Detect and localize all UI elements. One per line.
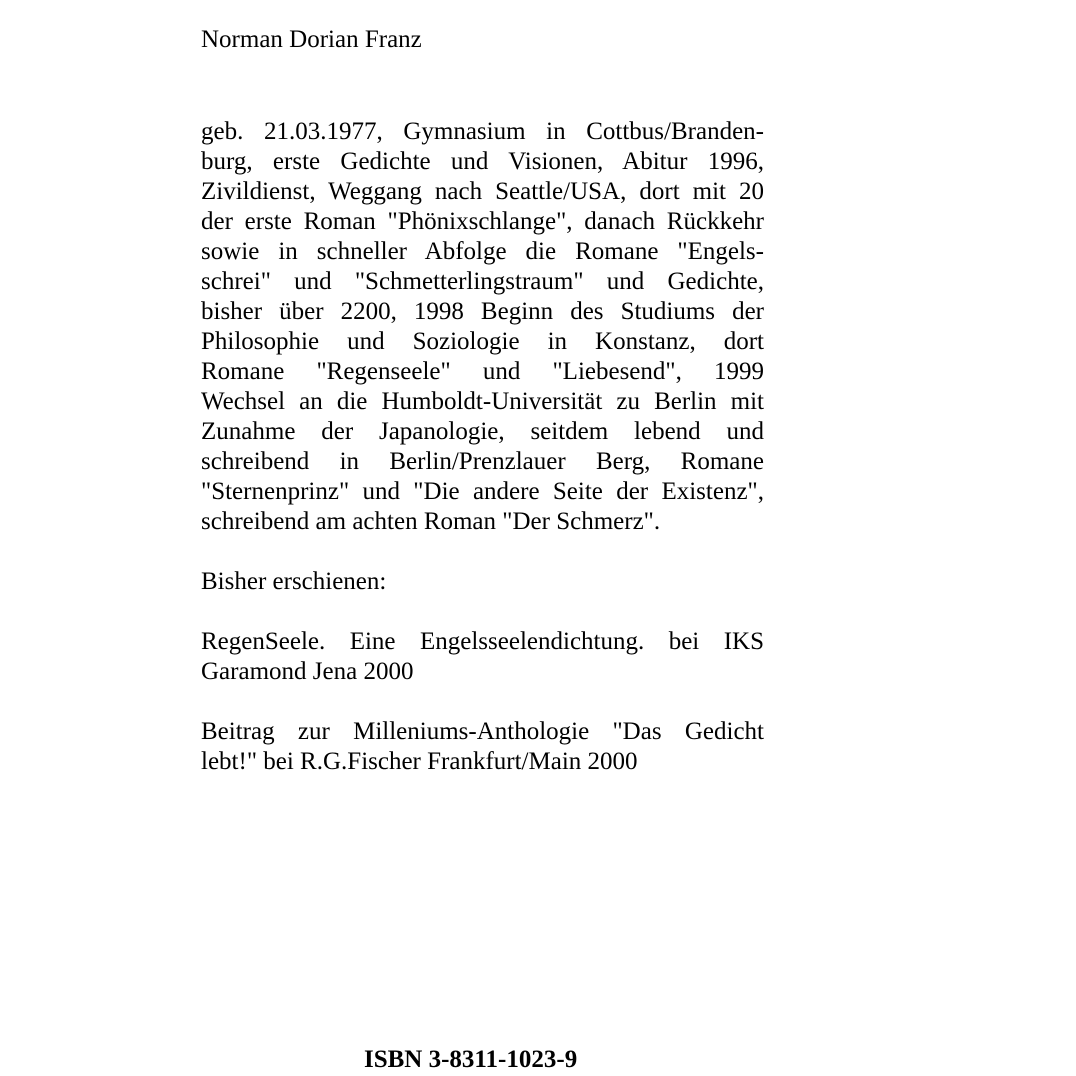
biography-line: sowie in schneller Abfolge die Romane "Engels- [201, 238, 764, 265]
publication-line: RegenSeele. Eine Engelsseelendichtung. bei IKS [201, 628, 764, 655]
biography-line: Zunahme der Japanologie, seitdem lebend und [201, 418, 764, 445]
biography-line: burg, erste Gedichte und Visionen, Abitur 1996, [201, 148, 764, 175]
biography-line: schreibend am achten Roman "Der Schmerz". [201, 508, 661, 535]
biography-line: Romane "Regenseele" und "Liebesend", 1999 [201, 358, 764, 385]
author-name: Norman Dorian Franz [201, 26, 422, 53]
publication-line: Beitrag zur Milleniums-Anthologie "Das Gedicht [201, 718, 764, 745]
biography-line: schreibend in Berlin/Prenzlauer Berg, Romane [201, 448, 764, 475]
biography-line: "Sternenprinz" und "Die andere Seite der Existenz", [201, 478, 764, 505]
publication-line: Garamond Jena 2000 [201, 658, 414, 685]
biography-line: der erste Roman "Phönixschlange", danach Rückkehr [201, 208, 764, 235]
isbn-number: ISBN 3-8311-1023-9 [364, 1046, 578, 1073]
biography-line: geb. 21.03.1977, Gymnasium in Cottbus/Branden- [201, 118, 764, 145]
biography-line: bisher über 2200, 1998 Beginn des Studiums der [201, 298, 764, 325]
biography-line: Zivildienst, Weggang nach Seattle/USA, dort mit 20 [201, 178, 764, 205]
biography-line: Wechsel an die Humboldt-Universität zu Berlin mit [201, 388, 764, 415]
biography-paragraph [201, 117, 764, 537]
publication-entry [201, 717, 764, 777]
publication-line: lebt!" bei R.G.Fischer Frankfurt/Main 2000 [201, 748, 638, 775]
publications-heading: Bisher erschienen: [201, 568, 387, 595]
biography-line: schrei" und "Schmetterlingstraum" und Gedichte, [201, 268, 764, 295]
biography-line: Philosophie und Soziologie in Konstanz, dort [201, 328, 764, 355]
publication-entry [201, 627, 764, 687]
